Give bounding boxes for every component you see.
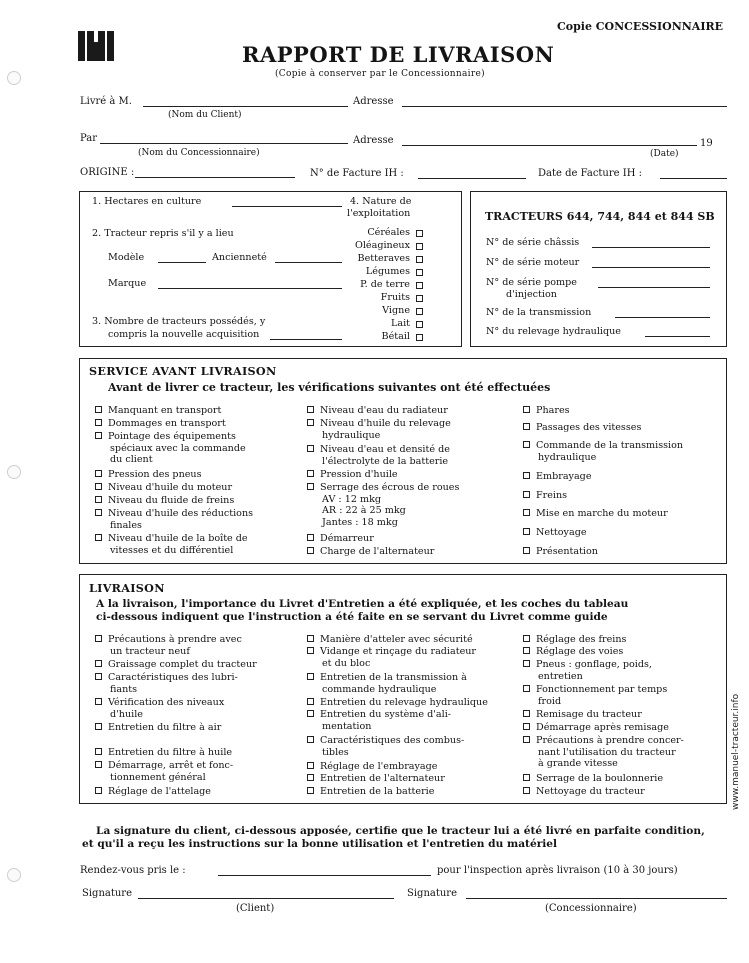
culture-label: P. de terre bbox=[360, 279, 410, 290]
checkbox[interactable] bbox=[95, 509, 102, 516]
rdv-field[interactable] bbox=[218, 875, 431, 876]
par-label: Par bbox=[80, 133, 98, 144]
nombre-field[interactable] bbox=[270, 339, 342, 340]
signature-statement-1: La signature du client, ci-dessous apposée, certifie que le tracteur lui a été livré en parfaite condition, bbox=[96, 825, 705, 837]
serie-chassis-label: N° de série châssis bbox=[486, 237, 580, 248]
serie-pompe-field[interactable] bbox=[598, 287, 710, 288]
checklist-item-label: un tracteur neuf bbox=[110, 645, 190, 657]
checklist-item bbox=[523, 659, 652, 682]
signature-client-label: Signature bbox=[82, 888, 133, 899]
checkbox[interactable] bbox=[523, 647, 530, 654]
checkbox[interactable] bbox=[307, 635, 314, 642]
dealer-name-field[interactable] bbox=[100, 143, 348, 144]
checkbox[interactable] bbox=[523, 787, 530, 794]
checklist-item bbox=[95, 495, 234, 507]
anciennete-label: Ancienneté bbox=[212, 252, 267, 263]
checklist-item-label: Démarreur bbox=[320, 533, 374, 544]
checklist-item bbox=[95, 533, 248, 556]
checkbox[interactable] bbox=[307, 698, 314, 705]
checklist-item bbox=[307, 444, 450, 467]
checklist-item-label: vitesses et du différentiel bbox=[110, 544, 234, 556]
checklist-item bbox=[95, 469, 202, 481]
checkbox[interactable] bbox=[307, 774, 314, 781]
checklist-item-label: Entretien du filtre à huile bbox=[108, 747, 233, 758]
checklist-item-label: Entretien du filtre à air bbox=[108, 722, 222, 733]
anciennete-field[interactable] bbox=[275, 262, 342, 263]
signature-statement-2: et qu'il a reçu les instructions sur la bonne utilisation et l'entretien du matériel bbox=[82, 838, 558, 850]
checkbox[interactable] bbox=[95, 470, 102, 477]
checkbox[interactable] bbox=[523, 491, 530, 498]
culture-label: Céréales bbox=[367, 227, 410, 238]
checklist-item-label: Entretien du système d'ali- bbox=[320, 709, 452, 720]
livraison-title: LIVRAISON bbox=[89, 581, 165, 595]
checklist-item bbox=[523, 786, 645, 798]
checklist-item-label: AR : 22 à 25 mkg bbox=[322, 505, 406, 516]
checklist-item-label: mentation bbox=[322, 720, 372, 732]
checklist-item-label: Pression d'huile bbox=[320, 469, 398, 480]
checkbox[interactable] bbox=[523, 441, 530, 448]
checkbox[interactable] bbox=[95, 660, 102, 667]
checklist-item bbox=[307, 672, 467, 695]
checklist-item-label: Embrayage bbox=[536, 471, 592, 482]
checkbox[interactable] bbox=[307, 673, 314, 680]
marque-field[interactable] bbox=[158, 288, 342, 289]
checkbox[interactable] bbox=[95, 406, 102, 413]
checklist-item-label: spéciaux avec la commande bbox=[110, 442, 246, 454]
checkbox[interactable] bbox=[307, 534, 314, 541]
checklist-item-label: hydraulique bbox=[322, 429, 381, 441]
modele-field[interactable] bbox=[158, 262, 206, 263]
adresse2-label: Adresse bbox=[353, 135, 394, 146]
checklist-item-label: fiants bbox=[110, 683, 138, 695]
checklist-item-label: Précautions à prendre concer- bbox=[536, 735, 684, 746]
culture-checkbox[interactable] bbox=[416, 321, 423, 328]
checklist-item bbox=[523, 646, 623, 658]
dealer-address-field[interactable] bbox=[402, 145, 697, 146]
checklist-item bbox=[95, 722, 221, 734]
checklist-item bbox=[95, 760, 233, 783]
service-intro: Avant de livrer ce tracteur, les vérifications suivantes ont été effectuées bbox=[108, 381, 551, 394]
checklist-item bbox=[95, 482, 232, 494]
checkbox[interactable] bbox=[95, 496, 102, 503]
checklist-item bbox=[523, 722, 669, 734]
checklist-item bbox=[307, 646, 476, 669]
checklist-item bbox=[307, 709, 451, 732]
checklist-item-label: Charge de l'alternateur bbox=[320, 546, 435, 557]
nature-label-2: l'exploitation bbox=[347, 208, 411, 219]
checklist-item-label: froid bbox=[538, 695, 562, 707]
checkbox[interactable] bbox=[95, 419, 102, 426]
checklist-item bbox=[95, 634, 242, 657]
date-caption: (Date) bbox=[650, 149, 679, 159]
signature-concessionnaire-label: Signature bbox=[407, 888, 458, 899]
checklist-item-label: Serrage des écrous de roues bbox=[320, 482, 460, 493]
checklist-item bbox=[307, 735, 464, 758]
culture-label: Lait bbox=[390, 318, 410, 329]
checklist-item-label: d'huile bbox=[110, 708, 143, 720]
rdv-label: Rendez-vous pris le : bbox=[80, 865, 186, 876]
signature-client-field[interactable] bbox=[138, 898, 394, 899]
checklist-item-label: Serrage de la boulonnerie bbox=[536, 773, 664, 784]
checklist-item bbox=[95, 786, 211, 798]
checkbox[interactable] bbox=[307, 406, 314, 413]
checkbox[interactable] bbox=[307, 483, 314, 490]
culture-checkbox[interactable] bbox=[416, 334, 423, 341]
culture-label: Betteraves bbox=[357, 253, 410, 264]
checklist-item-label: Réglage de l'attelage bbox=[108, 786, 211, 797]
page-title: RAPPORT DE LIVRAISON bbox=[242, 42, 555, 67]
checkbox[interactable] bbox=[95, 787, 102, 794]
culture-checkbox[interactable] bbox=[416, 230, 423, 237]
adresse-label: Adresse bbox=[353, 96, 394, 107]
livre-label: Livré à M. bbox=[80, 96, 132, 107]
checklist-item bbox=[523, 527, 587, 539]
checkbox[interactable] bbox=[307, 547, 314, 554]
checklist-item-label: nant l'utilisation du tracteur bbox=[538, 746, 676, 758]
culture-checkbox[interactable] bbox=[416, 295, 423, 302]
culture-label: Bétail bbox=[381, 331, 410, 342]
checklist-item-label: Caractéristiques des combus- bbox=[320, 735, 465, 746]
checklist-item bbox=[95, 418, 226, 430]
checkbox[interactable] bbox=[307, 762, 314, 769]
checklist-item bbox=[95, 672, 238, 695]
checklist-item-label: Caractéristiques des lubri- bbox=[108, 672, 238, 683]
checkbox[interactable] bbox=[523, 736, 530, 743]
checkbox[interactable] bbox=[523, 685, 530, 692]
checklist-item-label: Démarrage après remisage bbox=[536, 722, 669, 733]
copy-label: Copie CONCESSIONNAIRE bbox=[557, 20, 724, 33]
checklist-item bbox=[95, 659, 257, 671]
checklist-item-label: Entretien de la transmission à bbox=[320, 672, 467, 683]
checklist-item-label: Manière d'atteler avec sécurité bbox=[320, 634, 473, 645]
checkbox[interactable] bbox=[307, 787, 314, 794]
checklist-item-label: Commande de la transmission bbox=[536, 440, 684, 451]
checkbox[interactable] bbox=[523, 509, 530, 516]
culture-checkbox[interactable] bbox=[416, 243, 423, 250]
serie-pompe-label-2: d'injection bbox=[506, 289, 557, 300]
date-facture-field[interactable] bbox=[660, 178, 727, 179]
checklist-item-label: Réglage de l'embrayage bbox=[320, 761, 438, 772]
serie-pompe-label: N° de série pompe bbox=[486, 277, 577, 288]
checklist-item bbox=[523, 471, 592, 483]
checklist-item-label: Fonctionnement par temps bbox=[536, 684, 668, 695]
signature-concessionnaire-field[interactable] bbox=[466, 898, 727, 899]
checklist-item-label: Passages des vitesses bbox=[536, 422, 642, 433]
checklist-item-label: Réglage des freins bbox=[536, 634, 627, 645]
checklist-item-label: Entretien de l'alternateur bbox=[320, 773, 445, 784]
checkbox[interactable] bbox=[95, 635, 102, 642]
binder-hole bbox=[7, 868, 21, 882]
year-prefix: 19 bbox=[700, 138, 713, 149]
modele-label: Modèle bbox=[108, 252, 145, 263]
checkbox[interactable] bbox=[523, 423, 530, 430]
checklist-item-label: Nettoyage du tracteur bbox=[536, 786, 645, 797]
hectares-label: 1. Hectares en culture bbox=[92, 196, 202, 207]
checklist-item-label: Niveau d'eau du radiateur bbox=[320, 405, 448, 416]
checklist-item bbox=[523, 773, 663, 785]
origine-field[interactable] bbox=[135, 177, 295, 178]
checklist-item bbox=[307, 405, 448, 417]
checklist-item-label: Jantes : 18 mkg bbox=[322, 516, 398, 528]
transmission-field[interactable] bbox=[615, 317, 710, 318]
client-caption: (Client) bbox=[236, 903, 275, 914]
livraison-intro-2: ci-dessous indiquent que l'instruction a été faite en se servant du Livret comme guide bbox=[96, 611, 608, 623]
checkbox[interactable] bbox=[523, 774, 530, 781]
relevage-field[interactable] bbox=[645, 336, 710, 337]
checklist-item bbox=[307, 469, 398, 481]
binder-hole bbox=[7, 71, 21, 85]
checkbox[interactable] bbox=[523, 710, 530, 717]
culture-label: Oléagineux bbox=[355, 240, 410, 251]
checklist-item-label: Manquant en transport bbox=[108, 405, 222, 416]
culture-checkbox[interactable] bbox=[416, 308, 423, 315]
checklist-item-label: Freins bbox=[536, 490, 568, 501]
checklist-item bbox=[307, 697, 488, 709]
checklist-item bbox=[95, 431, 246, 466]
date-facture-label: Date de Facture IH : bbox=[538, 168, 642, 179]
checklist-item-label: Nettoyage bbox=[536, 527, 587, 538]
checkbox[interactable] bbox=[95, 748, 102, 755]
checklist-item bbox=[523, 709, 642, 721]
checklist-item-label: AV : 12 mkg bbox=[322, 493, 382, 505]
binder-hole bbox=[7, 465, 21, 479]
watermark-text: www.manuel-tracteur.info bbox=[731, 693, 741, 810]
checklist-item-label: Entretien du relevage hydraulique bbox=[320, 697, 488, 708]
client-address-field[interactable] bbox=[402, 106, 727, 107]
checklist-item-label: à grande vitesse bbox=[538, 758, 618, 769]
page-subtitle: (Copie à conserver par le Concessionnaire) bbox=[275, 69, 485, 79]
checklist-item-label: l'électrolyte de la batterie bbox=[322, 455, 449, 467]
livraison-intro-1: A la livraison, l'importance du Livret d'Entretien a été expliquée, et les coches du tableau bbox=[96, 598, 629, 610]
checklist-item-label: Vidange et rinçage du radiateur bbox=[320, 646, 477, 657]
checklist-item bbox=[95, 508, 253, 531]
checkbox[interactable] bbox=[523, 635, 530, 642]
checklist-item bbox=[307, 533, 374, 545]
checklist-item bbox=[523, 508, 668, 520]
checklist-item-label: finales bbox=[110, 519, 142, 531]
checklist-item-label: commande hydraulique bbox=[322, 683, 437, 695]
checklist-item-label: tibles bbox=[322, 746, 349, 758]
checklist-item bbox=[523, 422, 641, 434]
checklist-item bbox=[523, 684, 667, 707]
checklist-item bbox=[307, 773, 445, 785]
culture-label: Fruits bbox=[380, 292, 410, 303]
checklist-item bbox=[307, 546, 434, 558]
concessionnaire-caption: (Concessionnaire) bbox=[545, 903, 637, 914]
checklist-item-label: et du bloc bbox=[322, 657, 371, 669]
nombre-tracteurs-label: 3. Nombre de tracteurs possédés, y bbox=[92, 316, 266, 327]
checklist-item-label: Dommages en transport bbox=[108, 418, 226, 429]
checkbox[interactable] bbox=[523, 472, 530, 479]
checklist-item-label: Précautions à prendre avec bbox=[108, 634, 242, 645]
checklist-item bbox=[307, 482, 459, 528]
relevage-label: N° du relevage hydraulique bbox=[486, 326, 621, 337]
checklist-item bbox=[307, 634, 473, 646]
checkbox[interactable] bbox=[307, 419, 314, 426]
checklist-item bbox=[95, 697, 224, 720]
facture-label: N° de Facture IH : bbox=[310, 168, 404, 179]
checklist-item-label: Remisage du tracteur bbox=[536, 709, 642, 720]
checklist-item bbox=[523, 546, 598, 558]
checklist-item-label: Mise en marche du moteur bbox=[536, 508, 668, 519]
culture-checkbox[interactable] bbox=[416, 256, 423, 263]
checklist-item bbox=[523, 735, 684, 770]
client-name-field[interactable] bbox=[143, 106, 348, 107]
checkbox[interactable] bbox=[307, 710, 314, 717]
checkbox[interactable] bbox=[95, 698, 102, 705]
checklist-item bbox=[523, 405, 570, 417]
culture-checkbox[interactable] bbox=[416, 269, 423, 276]
checklist-item-label: entretien bbox=[538, 670, 583, 682]
checkbox[interactable] bbox=[307, 647, 314, 654]
checklist-item-label: Graissage complet du tracteur bbox=[108, 659, 257, 670]
checklist-item-label: Pression des pneus bbox=[108, 469, 202, 480]
checklist-item-label: Pointage des équipements bbox=[108, 431, 236, 442]
nom-concessionnaire-caption: (Nom du Concessionnaire) bbox=[138, 148, 260, 158]
checkbox[interactable] bbox=[95, 761, 102, 768]
origine-label: ORIGINE : bbox=[80, 167, 135, 178]
hectares-field[interactable] bbox=[232, 206, 342, 207]
checkbox[interactable] bbox=[523, 547, 530, 554]
checklist-item-label: du client bbox=[110, 454, 153, 465]
transmission-label: N° de la transmission bbox=[486, 307, 592, 318]
checklist-item bbox=[307, 761, 437, 773]
checkbox[interactable] bbox=[307, 736, 314, 743]
checklist-item bbox=[523, 490, 567, 502]
checklist-item bbox=[307, 418, 451, 441]
serie-chassis-field[interactable] bbox=[592, 247, 710, 248]
facture-field[interactable] bbox=[418, 178, 526, 179]
checkbox[interactable] bbox=[95, 483, 102, 490]
checkbox[interactable] bbox=[523, 660, 530, 667]
checklist-item-label: Réglage des voies bbox=[536, 646, 624, 657]
tracteur-repris-label: 2. Tracteur repris s'il y a lieu bbox=[92, 228, 234, 239]
checklist-item bbox=[95, 747, 232, 759]
checklist-item-label: Niveau d'huile des réductions bbox=[108, 508, 254, 519]
serie-moteur-field[interactable] bbox=[592, 267, 710, 268]
checkbox[interactable] bbox=[523, 723, 530, 730]
checklist-item-label: Niveau d'eau et densité de bbox=[320, 444, 450, 455]
checkbox[interactable] bbox=[523, 528, 530, 535]
nombre-tracteurs-label-2: compris la nouvelle acquisition bbox=[108, 329, 260, 340]
serie-moteur-label: N° de série moteur bbox=[486, 257, 580, 268]
service-title: SERVICE AVANT LIVRAISON bbox=[89, 364, 277, 378]
checklist-item bbox=[307, 786, 434, 798]
checkbox[interactable] bbox=[95, 432, 102, 439]
ih-logo bbox=[78, 31, 114, 61]
inspection-label: pour l'inspection après livraison (10 à 30 jours) bbox=[437, 865, 678, 876]
culture-label: Vigne bbox=[382, 305, 410, 316]
nature-label: 4. Nature de bbox=[350, 196, 412, 207]
culture-checkbox[interactable] bbox=[416, 282, 423, 289]
checklist-item-label: Présentation bbox=[536, 546, 598, 557]
checklist-item-label: Démarrage, arrêt et fonc- bbox=[108, 760, 234, 771]
checklist-item-label: hydraulique bbox=[538, 451, 597, 463]
checklist-item-label: Niveau d'huile du relevage bbox=[320, 418, 451, 429]
checklist-item-label: Niveau d'huile du moteur bbox=[108, 482, 233, 493]
checkbox[interactable] bbox=[523, 406, 530, 413]
checklist-item bbox=[523, 634, 626, 646]
checklist-item-label: Vérification des niveaux bbox=[108, 697, 225, 708]
checkbox[interactable] bbox=[95, 723, 102, 730]
culture-label: Légumes bbox=[365, 266, 410, 277]
checklist-item-label: tionnement général bbox=[110, 771, 206, 783]
tracteurs-title: TRACTEURS 644, 744, 844 et 844 SB bbox=[485, 210, 715, 223]
checkbox[interactable] bbox=[307, 445, 314, 452]
checklist-item-label: Niveau du fluide de freins bbox=[108, 495, 235, 506]
checklist-item-label: Phares bbox=[536, 405, 570, 416]
checklist-item bbox=[523, 440, 683, 463]
checklist-item-label: Pneus : gonflage, poids, bbox=[536, 659, 652, 670]
checkbox[interactable] bbox=[95, 534, 102, 541]
checkbox[interactable] bbox=[95, 673, 102, 680]
checkbox[interactable] bbox=[307, 470, 314, 477]
checklist-item bbox=[95, 405, 221, 417]
checklist-item-label: Entretien de la batterie bbox=[320, 786, 435, 797]
checklist-item-label: Niveau d'huile de la boîte de bbox=[108, 533, 248, 544]
marque-label: Marque bbox=[108, 278, 147, 289]
nom-client-caption: (Nom du Client) bbox=[168, 110, 242, 120]
